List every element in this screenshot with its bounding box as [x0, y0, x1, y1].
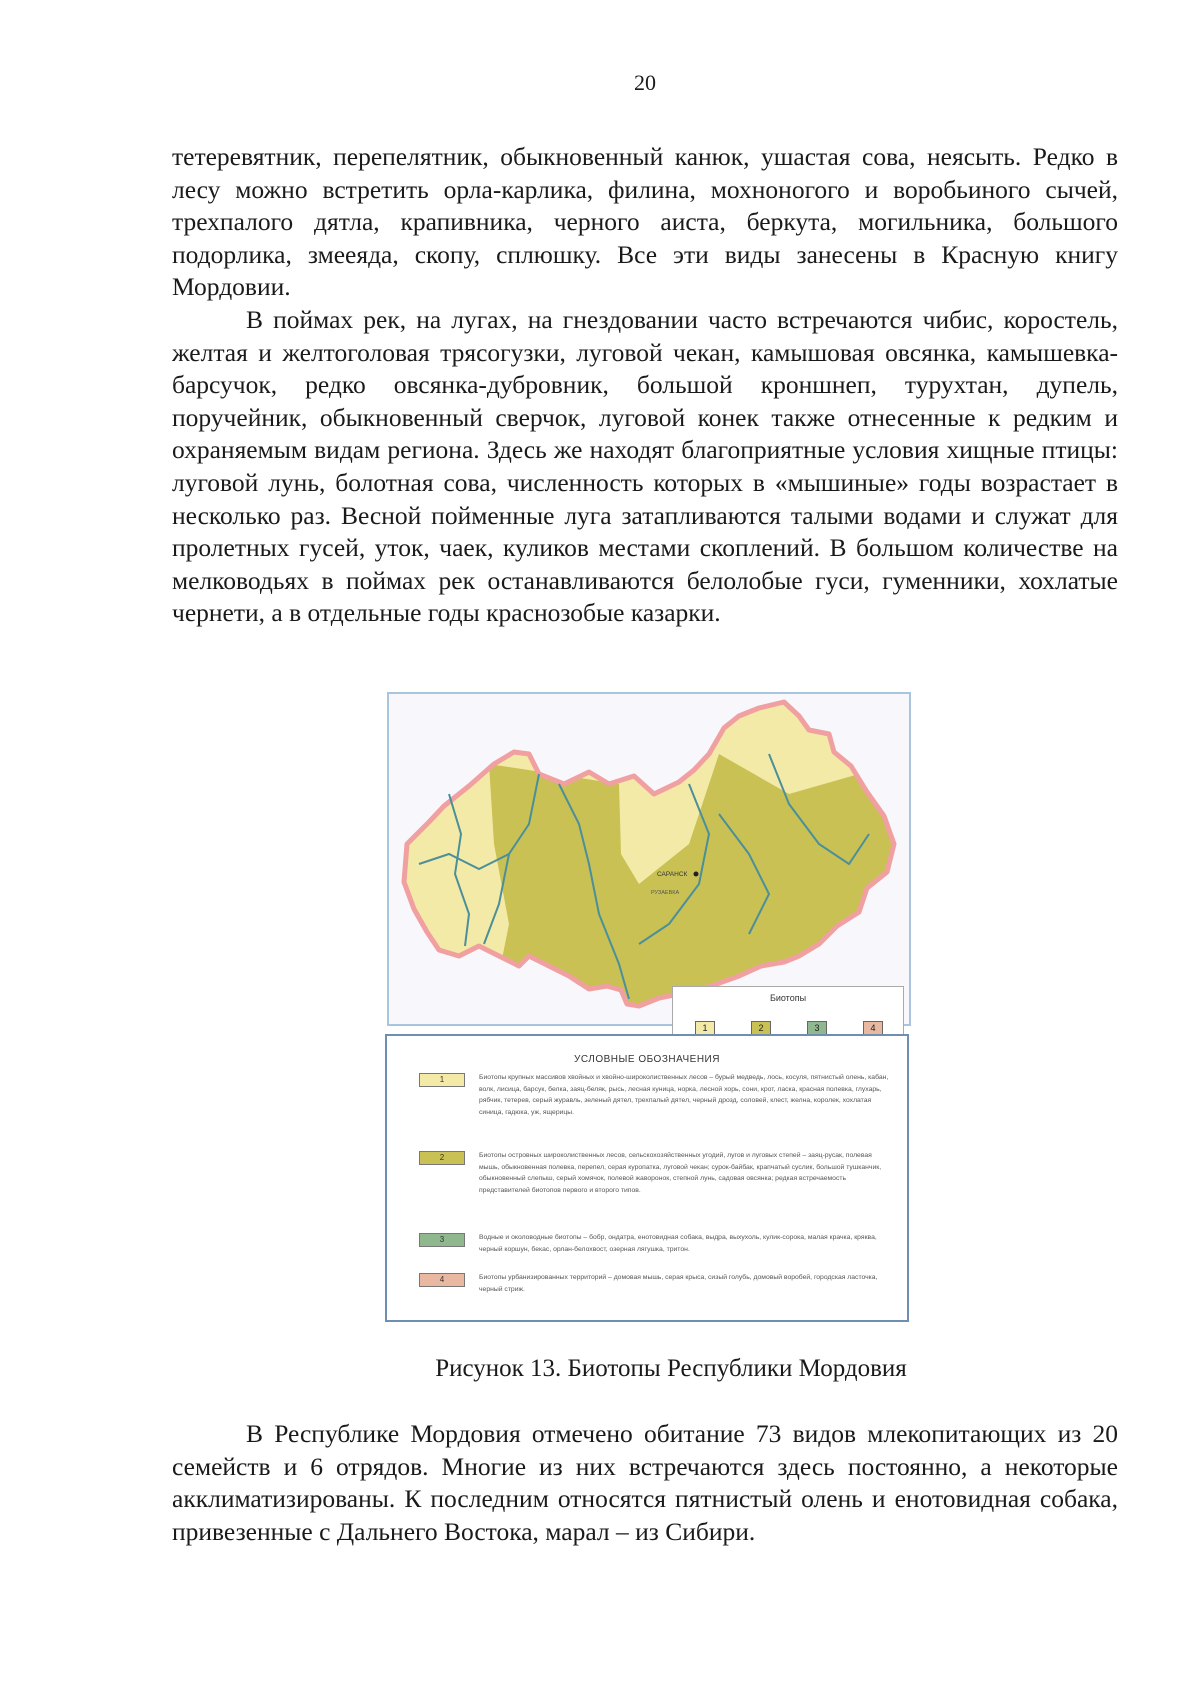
paragraph-3: В Республике Мордовия отмечено обитание 73 видов млекопитающих из 20 семейств и 6 отрядов. Многие из них встречаются здесь постоянно, а некоторые акклиматизированы. К последним относятся пятнистый олень и енотовидная собака, привезенные с Дальнего Востока, марал – из Сибири.: [172, 1419, 1118, 1546]
saransk-marker: [694, 872, 699, 877]
map-drawing: [389, 694, 909, 1024]
paragraph-2: В поймах рек, на лугах, на гнездовании часто встречаются чибис, коростель, желтая и желтоголовая трясогузки, луговой чекан, камышовая овсянка, камышевка-барсучок, редко овсянка-дубровник, большой кроншнеп, турухтан, дупель, поручейник, обыкновенный сверчок, луговой конек также отнесенные к редким и охраняемым видам региона. Здесь же находят благоприятные условия хищные птицы: луговой лунь, болотная сова, численность которых в «мышиные» годы возрастает в несколько раз. Весной пойменные луга затапливаются талыми водами и служат для пролетных гусей, уток, чаек, куликов местами скоплений. В большом количестве на мелководьях в поймах рек останавливаются белолобые гуси, гуменники, хохлатые чернети, а в отдельные годы краснозобые казарки.: [172, 305, 1118, 628]
saransk-label: САРАНСК: [657, 871, 688, 878]
ruzaevka-label: РУЗАЕВКА: [651, 890, 680, 896]
legend-text-4: Биотопы урбанизированных территорий – домовая мышь, серая крыса, сизый голубь, домовый воробей, городская ласточка, черный стриж.: [479, 1274, 878, 1293]
legend-panel: [385, 1034, 909, 1322]
biotope-key-title: Биотопы: [769, 993, 807, 1003]
key-swatch-4: 4: [863, 1021, 883, 1035]
paragraph-1: тетеревятник, перепелятник, обыкновенный канюк, ушастая сова, неясыть. Редко в лесу можно встретить орла-карлика, филина, мохноногого и воробьиного сычей, трехпалого дятла, крапивника, черного аиста, беркута, могильника, большого подорлика, змееяда, скопу, сплюшку. Все эти виды занесены в Красную книгу Мордовии.: [172, 142, 1118, 302]
biotope-figure: [385, 690, 909, 1320]
legend-swatch-2: 2: [419, 1151, 465, 1165]
biotope-map: [387, 692, 911, 1033]
legend-swatch-1: 1: [419, 1073, 465, 1087]
legend-text-2: Биотопы островных широколиственных лесов, сельскохозяйственных угодий, лугов и луговых степей – заяц-русак, полевая мышь, обыкновенная полевка, перепел, серая куропатка, луговой чекан; сурок-байбак, крапчатый суслик, большой тушканчик, обыкновенный слепыш, серый хомячок, полевой жаворонок, степной лунь, садовая овсянка; редкая встречаемость представителей биотопов первого и второго типов.: [479, 1152, 882, 1194]
page-number: 20: [634, 70, 656, 95]
figure-caption: Рисунок 13. Биотопы Республики Мордовия: [435, 1355, 907, 1382]
key-swatch-2: 2: [751, 1021, 771, 1035]
legend-swatch-3: 3: [419, 1233, 465, 1247]
legend-title: УСЛОВНЫЕ ОБОЗНАЧЕНИЯ: [574, 1054, 720, 1065]
legend-swatch-4: 4: [419, 1273, 465, 1287]
key-swatch-1: 1: [695, 1021, 715, 1035]
legend-text-1: Биотопы крупных массивов хвойных и хвойно-широколиственных лесов – бурый медведь, лось, косуля, пятнистый олень, кабан, волк, лисица, барсук, белка, заяц-беляк, рысь, лесная куница, норка, лесной хорь, сони, крот, ласка, красная полевка, глухарь, рябчик, тетерев, серый журавль, зеленый дятел, трехпалый дятел, черный дрозд, соловей, клест, желна, королек, хохлатая синица, гадюка, уж, ящерицы.: [479, 1074, 889, 1116]
legend-text-3: Водные и околоводные биотопы – бобр, ондатра, енотовидная собака, выдра, выхухоль, кулик-сорока, малая крачка, кряква, черный коршун, бекас, орлан-белохвост, озерная лягушка, тритон.: [479, 1234, 877, 1253]
key-swatch-3: 3: [807, 1021, 827, 1035]
